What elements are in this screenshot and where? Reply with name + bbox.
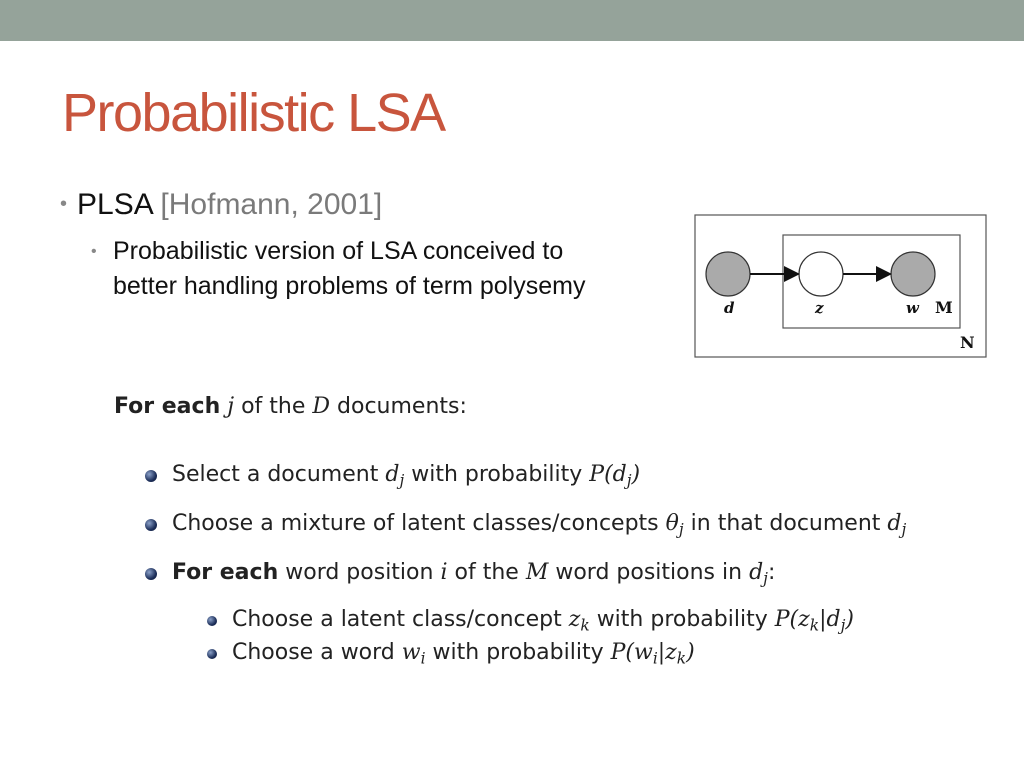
algorithm-intro [114,394,467,419]
of-the-text: of the [241,394,306,419]
prob-wi-zk: $P(w_i|z_k)$ [610,640,695,668]
step-for-each-word [172,560,775,588]
bullet-dot: • [60,193,68,215]
for-each-label: For each [114,394,221,419]
var-m: M [525,560,549,585]
prob-zk-dj: $P(z_k|d_j)$ [774,607,854,635]
bullet-description-text: Probabilistic version of LSA conceived to better handling problems of term polysemy [113,237,586,300]
prob-dj: $P(d_j)$ [589,462,641,490]
bullet-plsa-text: PLSA [77,188,153,221]
colon: : [767,560,776,585]
node-d [706,252,750,296]
substep-choose-class [232,607,854,635]
label-z: z [815,299,824,317]
label-m: M [935,298,953,317]
step3b-text: Choose a word [232,640,395,665]
step3-rest: word positions in [555,560,743,585]
bullet-description [91,234,631,304]
bullet-ball-icon [207,649,217,659]
step3a-text: Choose a latent class/concept [232,607,562,632]
var-d-count: D [312,394,331,419]
plate-diagram [694,214,988,360]
bullet-ball-icon [207,616,217,626]
bullet-plsa [60,188,382,222]
var-dj: $d_j$ [749,560,768,588]
citation: [Hofmann, 2001] [160,188,383,221]
slide-title: Probabilistic LSA [62,83,445,143]
step3a-with: with probability [596,607,768,632]
bullet-ball-icon [145,519,157,531]
step1-with: with probability [411,462,583,487]
for-each-label: For each [172,560,279,585]
bullet-ball-icon [145,470,157,482]
node-w [891,252,935,296]
step3-text: word position [285,560,434,585]
step1-text: Select a document [172,462,379,487]
step-choose-mixture [172,511,906,539]
step2-rest: in that document [690,511,881,536]
top-banner [0,0,1024,41]
documents-text: documents: [337,394,467,419]
var-zk: $z_k$ [568,607,590,635]
var-j: j [227,394,235,419]
label-n: N [960,333,975,352]
bullet-ball-icon [145,568,157,580]
var-i: i [440,560,448,585]
step3b-with: with probability [432,640,604,665]
var-theta-j: $\theta_j$ [665,511,684,539]
step3-of-the: of the [454,560,519,585]
var-dj: $d_j$ [385,462,405,490]
step-select-document [172,462,640,490]
substep-choose-word [232,640,695,668]
label-d: d [724,299,735,317]
var-dj: $d_j$ [887,511,907,539]
node-z [799,252,843,296]
bullet-dot: • [91,243,97,260]
label-w: w [906,299,919,317]
var-wi: $w_i$ [401,640,426,668]
step2-text: Choose a mixture of latent classes/concepts [172,511,659,536]
